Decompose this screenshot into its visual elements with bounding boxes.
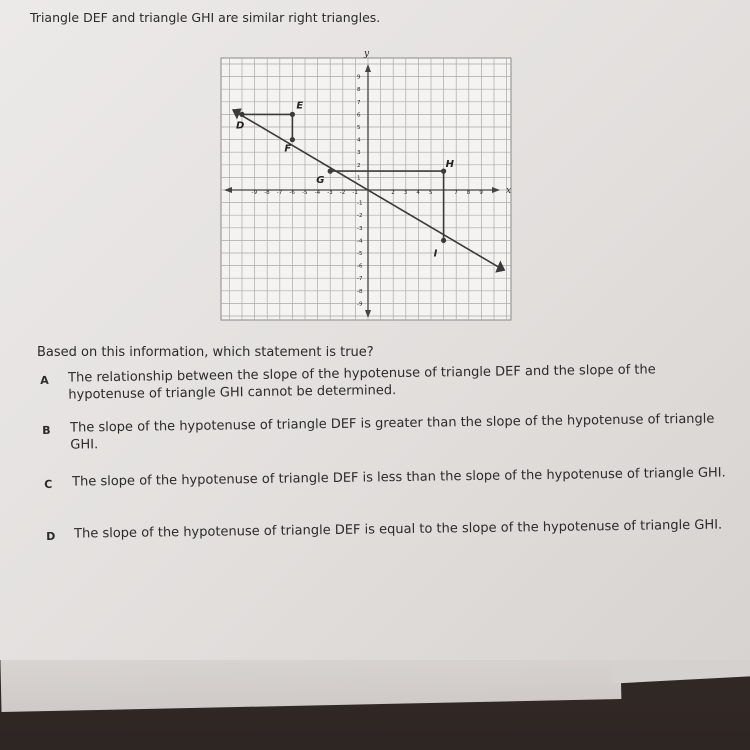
- y-tick-label: -5: [357, 251, 363, 257]
- x-tick-label: -5: [302, 190, 308, 196]
- vertex-label-i: I: [433, 248, 438, 260]
- vertex-i: [441, 238, 446, 243]
- y-tick-label: 1: [357, 175, 361, 182]
- vertex-g: [328, 169, 333, 174]
- vertex-label-f: F: [284, 143, 292, 155]
- x-tick-label: 4: [416, 190, 420, 196]
- y-tick-label: 6: [357, 112, 361, 119]
- x-tick-label: -3: [327, 190, 333, 196]
- question-stem: Based on this information, which statement is true?: [37, 345, 374, 360]
- x-tick-label: 3: [403, 190, 408, 196]
- option-text: The relationship between the slope of the hypotenuse of triangle DEF and the slope of the hypotenuse of triangle GHI cannot be determined.: [68, 362, 656, 403]
- vertex-label-g: G: [316, 175, 325, 187]
- y-tick-label: 8: [357, 87, 361, 94]
- x-tick-label: 8: [466, 190, 471, 196]
- y-tick-label: -3: [357, 225, 363, 232]
- option-letter: B: [42, 423, 51, 437]
- x-tick-label: 5: [429, 190, 433, 196]
- x-tick-label: -4: [314, 190, 321, 196]
- vertex-d: [239, 112, 244, 117]
- vertex-e: [290, 112, 295, 117]
- x-tick-label: -8: [264, 190, 270, 196]
- vertex-label-h: H: [445, 159, 454, 171]
- y-tick-label: 9: [357, 74, 361, 81]
- intro-text: Triangle DEF and triangle GHI are similar right triangles.: [30, 10, 381, 25]
- option-letter: C: [44, 477, 53, 491]
- y-tick-label: 4: [357, 137, 361, 144]
- option-text: The slope of the hypotenuse of triangle DEF is less than the slope of the hypotenuse of triangle GHI.: [72, 465, 726, 490]
- y-tick-label: -9: [357, 301, 363, 308]
- y-tick-label: 2: [357, 162, 361, 169]
- x-tick-label: -6: [289, 190, 295, 196]
- x-tick-label: -1: [352, 190, 358, 196]
- y-tick-label: 3: [357, 150, 361, 157]
- vertex-f: [290, 137, 295, 142]
- option-letter: D: [46, 529, 56, 543]
- x-tick-label: 2: [391, 190, 395, 196]
- vertex-label-d: D: [236, 120, 245, 132]
- y-tick-label: -2: [357, 213, 363, 220]
- option-letter: A: [40, 373, 49, 387]
- y-tick-label: 7: [357, 99, 361, 106]
- x-tick-label: -7: [276, 190, 283, 196]
- y-axis-label: y: [364, 50, 370, 59]
- x-tick-label: 7: [454, 190, 458, 196]
- y-tick-label: -1: [357, 200, 363, 207]
- y-tick-label: -8: [357, 288, 363, 295]
- y-tick-label: 5: [357, 125, 361, 131]
- x-axis-label: x: [506, 186, 512, 196]
- x-tick-label: -2: [339, 190, 346, 196]
- vertex-label-e: E: [296, 100, 304, 112]
- x-tick-label: 9: [479, 190, 483, 196]
- x-tick-label: -9: [251, 190, 258, 196]
- y-tick-label: -4: [357, 238, 363, 245]
- option-text: The slope of the hypotenuse of triangle DEF is greater than the slope of the hypotenuse of triangle GHI.: [70, 411, 715, 453]
- option-text: The slope of the hypotenuse of triangle DEF is equal to the slope of the hypotenuse of triangle GHI.: [74, 517, 723, 542]
- y-tick-label: -6: [357, 263, 363, 270]
- y-tick-label: -7: [357, 276, 363, 283]
- coordinate-graph: [218, 50, 518, 325]
